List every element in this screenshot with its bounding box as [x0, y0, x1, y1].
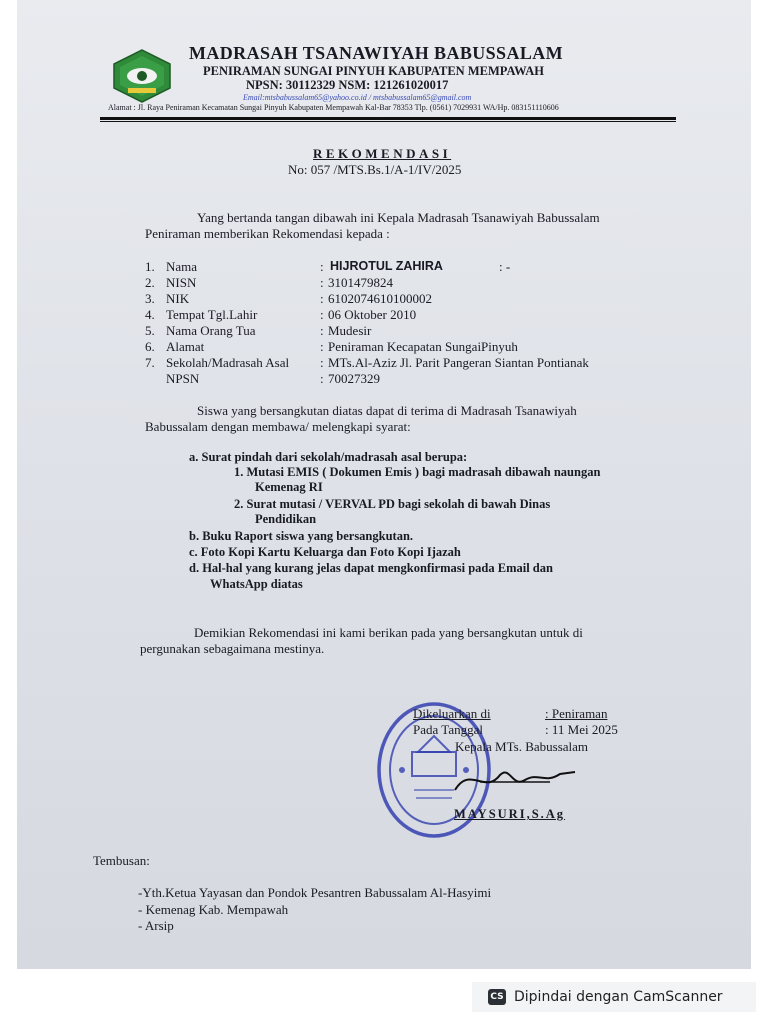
field-num: 6. — [145, 339, 155, 354]
field-num: 2. — [145, 275, 155, 290]
field-value-npsn: 70027329 — [328, 371, 380, 386]
field-value-nama: HIJROTUL ZAHIRA — [330, 259, 443, 273]
field-label-nik: NIK — [166, 291, 190, 306]
requirement-d-line-2: WhatsApp diatas — [210, 577, 303, 591]
school-location: PENIRAMAN SUNGAI PINYUH KABUPATEN MEMPAWAH — [203, 64, 544, 78]
field-label-orang-tua: Nama Orang Tua — [166, 323, 256, 338]
requirement-d-line-1: d. Hal-hal yang kurang jelas dapat mengkonfirmasi pada Email dan — [189, 561, 553, 575]
cc-title: Tembusan: — [93, 853, 150, 868]
field-colon: : — [320, 339, 324, 354]
intro-line-2: Peniraman memberikan Rekomendasi kepada : — [145, 226, 390, 241]
field-num: 1. — [145, 259, 155, 274]
field-colon: : — [320, 275, 324, 290]
field-label-nama: Nama — [166, 259, 198, 274]
letter-number: No: 057 /MTS.Bs.1/A-1/IV/2025 — [288, 162, 462, 177]
field-colon: : — [320, 259, 324, 274]
cc-item: -Yth.Ketua Yayasan dan Pondok Pesantren Babussalam Al-Hasyimi — [138, 885, 492, 900]
intro-line-1: Yang bertanda tangan dibawah ini Kepala Madrasah Tsanawiyah Babussalam — [197, 210, 600, 225]
field-label-alamat: Alamat — [166, 339, 205, 354]
field-label-sekolah-asal: Sekolah/Madrasah Asal — [166, 355, 290, 370]
body-line-2: Babussalam dengan membawa/ melengkapi syarat: — [145, 419, 411, 434]
school-npsn-nsm: NPSN: 30112329 NSM: 121261020017 — [246, 78, 449, 92]
field-value-sekolah-asal: MTs.Al-Aziz Jl. Parit Pangeran Siantan Pontianak — [328, 355, 589, 370]
signer-name: MAYSURI,S.Ag — [454, 807, 566, 821]
signer-position: Kepala MTs. Babussalam — [455, 739, 589, 754]
cc-item: - Kemenag Kab. Mempawah — [138, 902, 289, 917]
field-value-ttl: 06 Oktober 2010 — [328, 307, 417, 322]
requirement-a1-line-2: Kemenag RI — [255, 480, 323, 494]
school-address: Alamat : Jl. Raya Peniraman Kecamatan Sungai Pinyuh Kabupaten Mempawah Kal-Bar 78353 Tlp. (0561) 7029931 WA/Hp. 083151110606 — [108, 103, 559, 112]
issued-at-label: Dikeluarkan di — [413, 706, 491, 721]
field-num: 3. — [145, 291, 155, 306]
field-num: 5. — [145, 323, 155, 338]
requirement-a1-line-1: 1. Mutasi EMIS ( Dokumen Emis ) bagi madrasah dibawah naungan — [234, 465, 601, 479]
field-value-alamat: Peniraman Kecapatan SungaiPinyuh — [328, 339, 518, 354]
field-colon: : — [320, 307, 324, 322]
body-line-1: Siswa yang bersangkutan diatas dapat di terima di Madrasah Tsanawiyah — [197, 403, 577, 418]
closing-line-1: Demikian Rekomendasi ini kami berikan pada yang bersangkutan untuk di — [194, 625, 583, 640]
header-rule-thin — [100, 121, 676, 122]
field-label-npsn: NPSN — [166, 371, 200, 386]
field-colon: : — [320, 291, 324, 306]
field-num: 4. — [145, 307, 155, 322]
issued-at-value: : Peniraman — [545, 706, 608, 721]
field-label-ttl: Tempat Tgl.Lahir — [166, 307, 258, 322]
header-rule-thick — [100, 117, 676, 120]
field-value-orang-tua: Mudesir — [328, 323, 372, 338]
letter-title: REKOMENDASI — [313, 146, 452, 161]
school-email: Email:mtsbabussalam65@yahoo.co.id / mtsbabussalam65@gmail.com — [243, 93, 472, 102]
school-logo — [110, 48, 174, 104]
date-value: : 11 Mei 2025 — [545, 722, 618, 737]
field-value-nisn: 3101479824 — [328, 275, 393, 290]
requirement-a2-line-2: Pendidikan — [255, 512, 317, 526]
requirement-c: c. Foto Kopi Kartu Keluarga dan Foto Kopi Ijazah — [189, 545, 461, 559]
date-label: Pada Tanggal — [413, 722, 483, 737]
camscanner-watermark — [472, 982, 756, 1012]
requirement-a: a. Surat pindah dari sekolah/madrasah asal berupa: — [189, 450, 468, 464]
requirement-b: b. Buku Raport siswa yang bersangkutan. — [189, 529, 414, 543]
field-colon: : — [320, 355, 324, 370]
field-colon: : — [320, 371, 324, 386]
camscanner-text: Dipindai dengan CamScanner — [514, 989, 723, 1005]
field-colon-extra: : - — [499, 259, 511, 274]
handwritten-signature — [450, 760, 580, 800]
closing-line-2: pergunakan sebagaimana mestinya. — [140, 641, 325, 656]
field-num: 7. — [145, 355, 155, 370]
requirement-a2-line-1: 2. Surat mutasi / VERVAL PD bagi sekolah di bawah Dinas — [234, 497, 551, 511]
school-name: MADRASAH TSANAWIYAH BABUSSALAM — [189, 43, 564, 63]
field-value-nik: 6102074610100002 — [328, 291, 432, 306]
cc-item: - Arsip — [138, 918, 174, 933]
field-colon: : — [320, 323, 324, 338]
field-label-nisn: NISN — [166, 275, 197, 290]
camscanner-icon: CS — [488, 989, 506, 1005]
